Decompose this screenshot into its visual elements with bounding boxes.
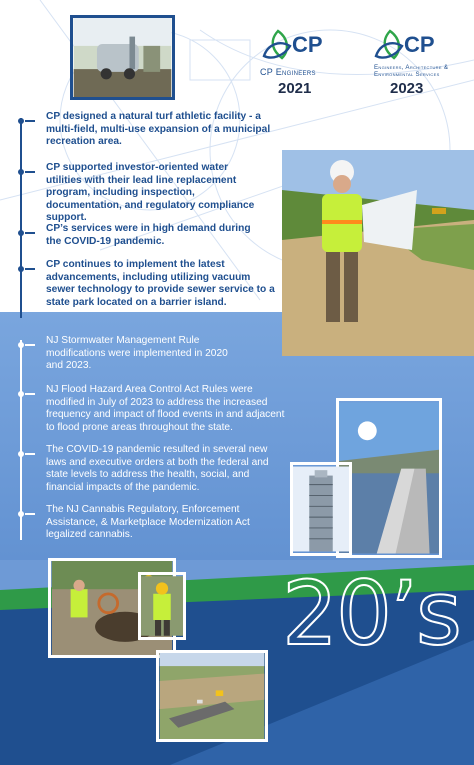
logo-2023-subtitle-1: Engineers, Architecture & xyxy=(374,64,449,71)
logo-2023-name: CP xyxy=(404,32,435,57)
logo-2023-subtitle-2: Environmental Services xyxy=(374,71,440,78)
tower-illustration xyxy=(293,465,349,553)
year-2021: 2021 xyxy=(278,80,312,97)
timeline-item-2: CP supported investor-oriented water utilities with their lead line replacement program, including inspection, documentation, and regulatory compliance support. xyxy=(46,162,255,224)
logo-2021-subtitle: CP Engineers xyxy=(260,67,316,77)
timeline-item-1: CP designed a natural turf athletic facility - a multi-field, multi-use expansion of a municipal recreation area. xyxy=(46,111,271,148)
timeline-item-5: NJ Stormwater Management Rule modifications were implemented in 2020 and 2023. xyxy=(46,335,228,372)
timeline-marker xyxy=(15,448,27,460)
decade-label: 20’s xyxy=(282,562,460,665)
timeline-item-3: CP’s services were in high demand during the COVID-19 pandemic. xyxy=(46,223,251,247)
equipment-illustration xyxy=(73,18,172,97)
aerial-illustration xyxy=(159,653,265,739)
pipeline-illustration xyxy=(339,401,439,555)
timeline-marker xyxy=(15,227,27,239)
timeline-item-6: NJ Flood Hazard Area Control Act Rules were modified in July of 2023 to address the increased frequency and impact of flood events in and adjacent to flood prone areas throughout the state. xyxy=(46,384,285,433)
timeline-marker xyxy=(15,166,27,178)
timeline-marker xyxy=(15,339,27,351)
engineer-illustration xyxy=(282,150,474,356)
photo-tower xyxy=(290,462,352,556)
photo-engineer xyxy=(282,150,474,356)
timeline-line-upper xyxy=(20,118,22,318)
timeline-item-7: The COVID-19 pandemic resulted in several new laws and executive orders at both the federal and state levels to address the health, social, and financial impacts of the pandemic. xyxy=(46,444,269,493)
worker-pipe-illustration xyxy=(141,575,183,637)
logo-2021-name: CP xyxy=(292,32,323,57)
photo-aerial-site xyxy=(156,650,268,742)
timeline-marker xyxy=(15,388,27,400)
photo-worker-pipe xyxy=(138,572,186,640)
timeline-marker xyxy=(15,263,27,275)
timeline-marker xyxy=(15,115,27,127)
photo-equipment xyxy=(70,15,175,100)
timeline-item-4: CP continues to implement the latest advancements, including utilizing vacuum sewer technology to provide sewer service to a state park located on a barrier island. xyxy=(46,259,275,308)
timeline-marker xyxy=(15,508,27,520)
year-2023: 2023 xyxy=(390,80,424,97)
logo-2021 xyxy=(258,28,348,78)
timeline-item-8: The NJ Cannabis Regulatory, Enforcement Assistance, & Marketplace Modernization Act legalized cannabis. xyxy=(46,504,250,541)
logo-2023 xyxy=(370,28,470,78)
